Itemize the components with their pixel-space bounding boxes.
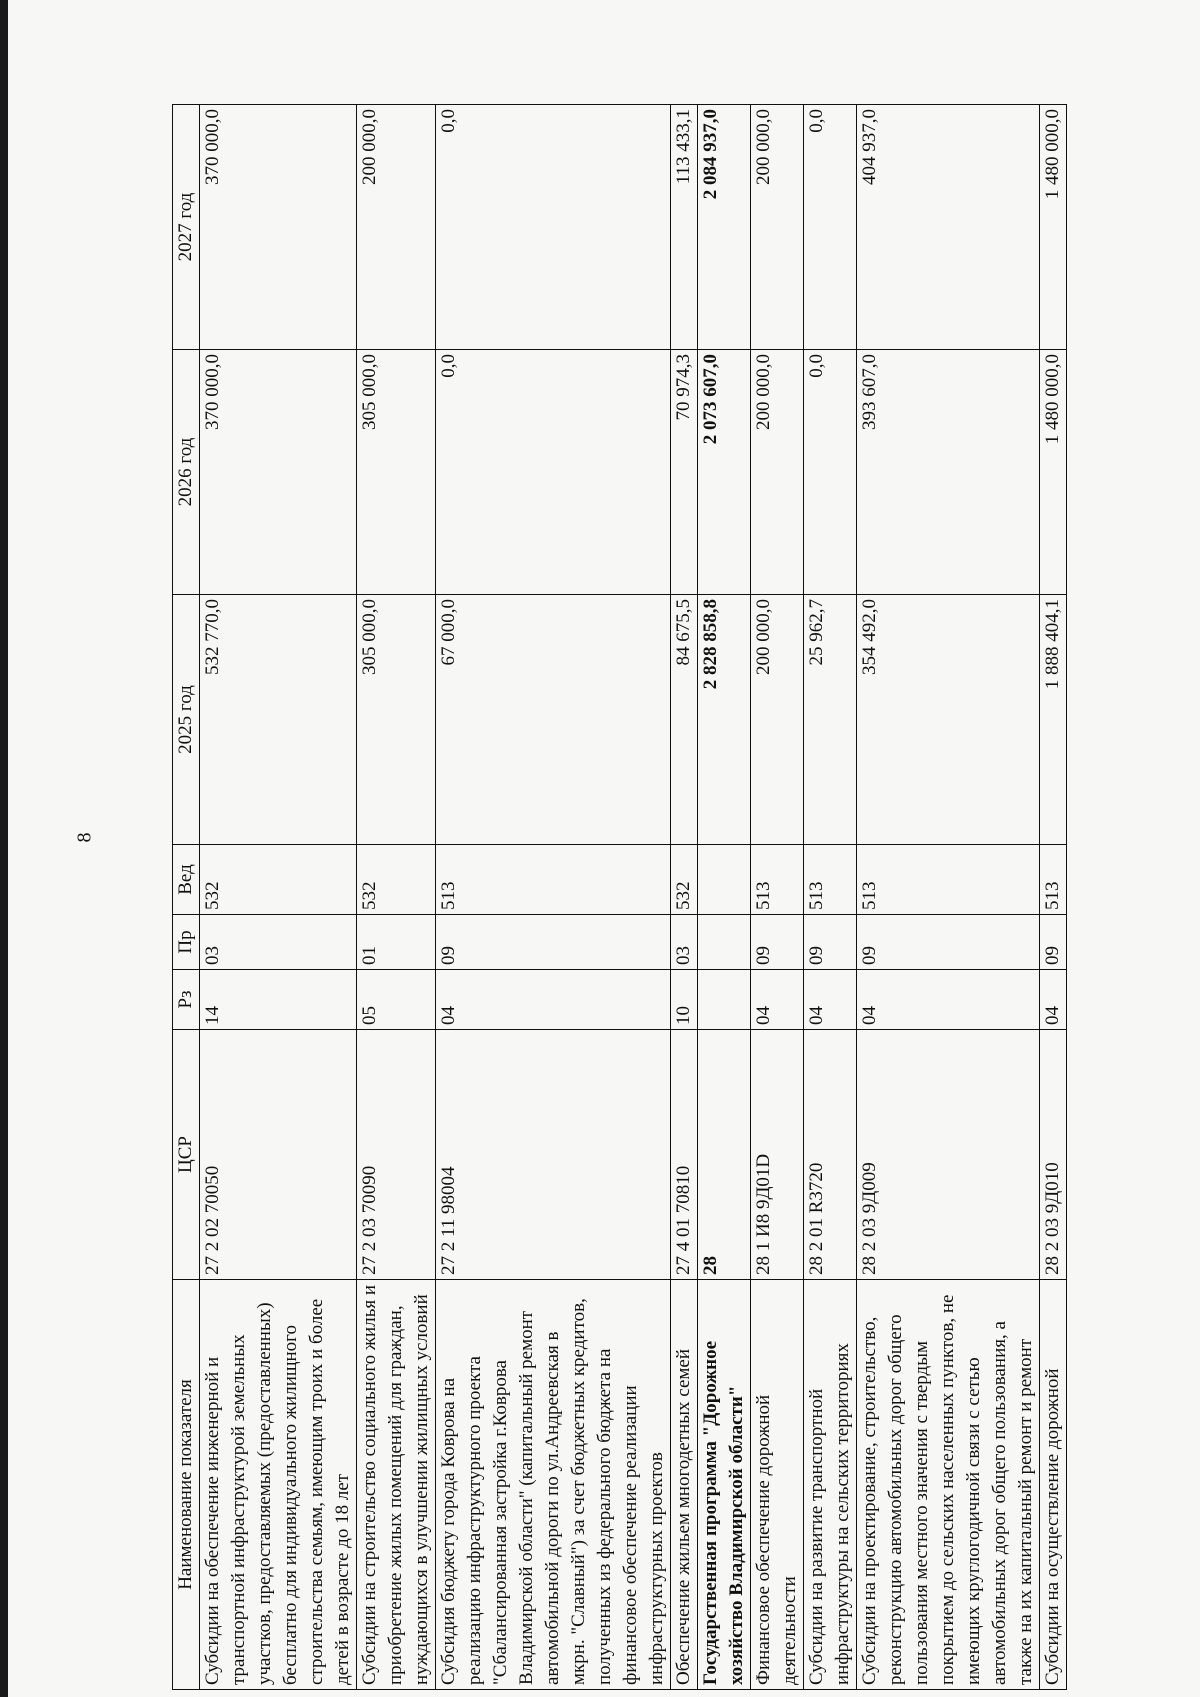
- cell-pr: 01: [357, 915, 436, 970]
- cell-name: Субсидии на осуществление дорожной: [1040, 1280, 1067, 1690]
- cell-pr: 03: [671, 915, 698, 970]
- table-row: [698, 105, 751, 1690]
- cell-y2025: 1 888 404,1: [1040, 595, 1067, 845]
- cell-y2027: 200 000,0: [751, 105, 804, 350]
- cell-y2027: 370 000,0: [200, 105, 357, 350]
- cell-y2025: 84 675,5: [671, 595, 698, 845]
- cell-rz: 04: [857, 970, 1040, 1030]
- header-name: Наименование показателя: [173, 1280, 200, 1690]
- cell-ved: [698, 845, 751, 915]
- header-2027: 2027 год: [173, 105, 200, 350]
- cell-y2027: 0,0: [436, 105, 671, 350]
- cell-ved: 513: [804, 845, 857, 915]
- cell-ved: 513: [1040, 845, 1067, 915]
- cell-y2027: 200 000,0: [357, 105, 436, 350]
- header-rz: Рз: [173, 970, 200, 1030]
- cell-pr: 09: [857, 915, 1040, 970]
- cell-csr: 28 2 03 9Д010: [1040, 1030, 1067, 1280]
- cell-pr: 09: [804, 915, 857, 970]
- cell-y2025: 2 828 858,8: [698, 595, 751, 845]
- cell-name: Государственная программа "Дорожное хозяйство Владимирской области": [698, 1280, 751, 1690]
- cell-pr: 09: [436, 915, 671, 970]
- cell-ved: 513: [857, 845, 1040, 915]
- cell-y2025: 67 000,0: [436, 595, 671, 845]
- cell-y2026: 200 000,0: [751, 350, 804, 595]
- cell-rz: [698, 970, 751, 1030]
- cell-name: Субсидии на развитие транспортной инфраструктуры на сельских территориях: [804, 1280, 857, 1690]
- cell-csr: 27 2 03 70090: [357, 1030, 436, 1280]
- cell-rz: 04: [751, 970, 804, 1030]
- cell-y2027: 1 480 000,0: [1040, 105, 1067, 350]
- table-row: [436, 105, 671, 1690]
- table-row: [200, 105, 357, 1690]
- cell-pr: [698, 915, 751, 970]
- page-number: 8: [73, 832, 96, 843]
- cell-name: Субсидии на строительство социального жилья и приобретение жилых помещений для граждан, нуждающихся в улучшении жилищных условий: [357, 1280, 436, 1690]
- cell-ved: 532: [671, 845, 698, 915]
- table-row: [804, 105, 857, 1690]
- cell-y2027: 0,0: [804, 105, 857, 350]
- cell-pr: 03: [200, 915, 357, 970]
- header-2025: 2025 год: [173, 595, 200, 845]
- cell-name: Субсидии на обеспечение инженерной и транспортной инфраструктурой земельных участков, предоставляемых (предоставленных) бесплатно для индивидуального жилищного строительства семьям, имеющим троих и более детей в возрасте до 18 лет: [200, 1280, 357, 1690]
- cell-y2026: 393 607,0: [857, 350, 1040, 595]
- budget-table: [172, 104, 1067, 1690]
- cell-y2025: 25 962,7: [804, 595, 857, 845]
- cell-y2026: 1 480 000,0: [1040, 350, 1067, 595]
- cell-rz: 04: [804, 970, 857, 1030]
- cell-csr: 28 2 01 R3720: [804, 1030, 857, 1280]
- rotated-table-wrapper: [172, 105, 1067, 1690]
- cell-pr: 09: [751, 915, 804, 970]
- header-ved: Вед: [173, 845, 200, 915]
- table-header-row: [173, 105, 200, 1690]
- cell-csr: 27 2 11 98004: [436, 1030, 671, 1280]
- cell-ved: 532: [357, 845, 436, 915]
- header-2026: 2026 год: [173, 350, 200, 595]
- table-row: [671, 105, 698, 1690]
- header-csr: ЦСР: [173, 1030, 200, 1280]
- cell-name: Субсидии на проектирование, строительство, реконструкцию автомобильных дорог общего пользования местного значения с твердым покрытием до сельских населенных пунктов, не имеющих круглогодичной связи с сетью автомобильных дорог общего пользования, а также на их капитальный ремонт и ремонт: [857, 1280, 1040, 1690]
- cell-y2027: 2 084 937,0: [698, 105, 751, 350]
- cell-y2026: 0,0: [804, 350, 857, 595]
- table-row: [1040, 105, 1067, 1690]
- cell-csr: 27 4 01 70810: [671, 1030, 698, 1280]
- cell-csr: 28: [698, 1030, 751, 1280]
- cell-rz: 04: [436, 970, 671, 1030]
- table-row: [857, 105, 1040, 1690]
- cell-y2025: 200 000,0: [751, 595, 804, 845]
- cell-name: Обеспечение жильем многодетных семей: [671, 1280, 698, 1690]
- cell-pr: 09: [1040, 915, 1067, 970]
- cell-y2025: 532 770,0: [200, 595, 357, 845]
- cell-csr: 28 2 03 9Д009: [857, 1030, 1040, 1280]
- cell-y2026: 305 000,0: [357, 350, 436, 595]
- table-row: [357, 105, 436, 1690]
- cell-y2025: 354 492,0: [857, 595, 1040, 845]
- cell-name: Финансовое обеспечение дорожной деятельности: [751, 1280, 804, 1690]
- cell-rz: 05: [357, 970, 436, 1030]
- cell-y2026: 2 073 607,0: [698, 350, 751, 595]
- cell-y2026: 0,0: [436, 350, 671, 595]
- cell-csr: 27 2 02 70050: [200, 1030, 357, 1280]
- cell-y2025: 305 000,0: [357, 595, 436, 845]
- cell-y2026: 370 000,0: [200, 350, 357, 595]
- cell-rz: 10: [671, 970, 698, 1030]
- scan-edge: [0, 0, 8, 1697]
- header-pr: Пр: [173, 915, 200, 970]
- cell-rz: 14: [200, 970, 357, 1030]
- cell-ved: 513: [751, 845, 804, 915]
- cell-ved: 513: [436, 845, 671, 915]
- cell-name: Субсидия бюджету города Коврова на реализацию инфраструктурного проекта "Сбалансированная застройка г.Коврова Владимирской области" (капитальный ремонт автомобильной дороги по ул.Андреевская в мкрн. "Славный") за счет бюджетных кредитов, полученных из федерального бюджета на финансовое обеспечение реализации инфраструктурных проектов: [436, 1280, 671, 1690]
- cell-y2027: 113 433,1: [671, 105, 698, 350]
- cell-ved: 532: [200, 845, 357, 915]
- cell-csr: 28 1 И8 9Д01D: [751, 1030, 804, 1280]
- cell-y2026: 70 974,3: [671, 350, 698, 595]
- table-row: [751, 105, 804, 1690]
- cell-rz: 04: [1040, 970, 1067, 1030]
- cell-y2027: 404 937,0: [857, 105, 1040, 350]
